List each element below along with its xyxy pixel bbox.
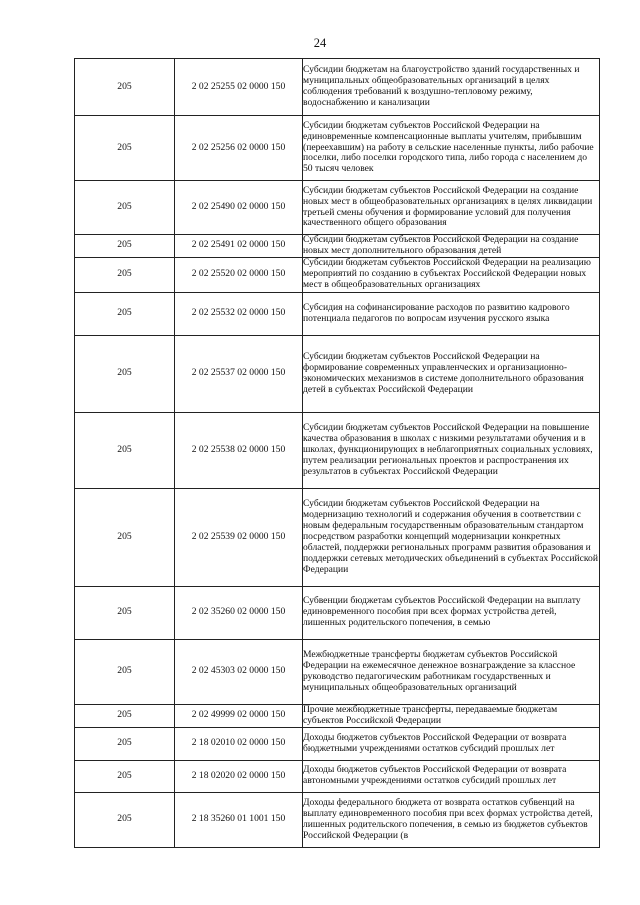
revenue-code-cell: 2 02 25532 02 0000 150	[175, 292, 303, 335]
table-row	[75, 235, 600, 258]
admin-code-cell: 205	[75, 335, 175, 412]
revenue-name-cell	[303, 292, 600, 335]
table-row	[75, 488, 600, 586]
revenue-name-text: Доходы бюджетов субъектов Российской Федерации от возврата автономными учреждениями остатков субсидий прошлых лет	[303, 764, 567, 787]
revenue-name-cell	[303, 335, 600, 412]
revenue-name-cell	[303, 727, 600, 760]
revenue-code-cell: 2 02 25256 02 0000 150	[175, 116, 303, 181]
revenue-name-cell	[303, 586, 600, 639]
revenue-code-cell: 2 18 02020 02 0000 150	[175, 760, 303, 792]
revenue-name-text: Доходы бюджетов субъектов Российской Федерации от возврата бюджетными учреждениями остатков субсидий прошлых лет	[303, 731, 567, 754]
table-body	[75, 59, 600, 848]
revenue-name-cell	[303, 488, 600, 586]
revenue-code-cell: 2 02 35260 02 0000 150	[175, 586, 303, 639]
admin-code-cell: 205	[75, 704, 175, 727]
revenue-name-text: Прочие межбюджетные трансферты, передаваемые бюджетам субъектов Российской Федерации	[303, 703, 558, 726]
revenue-name-text: Субсидии бюджетам субъектов Российской Федерации на реализацию мероприятий по созданию в субъектах Российской Федерации новых мест в общеобразовательных организациях	[303, 257, 591, 291]
admin-code-cell: 205	[75, 292, 175, 335]
table-row	[75, 116, 600, 181]
revenue-name-text: Доходы федерального бюджета от возврата остатков субвенций на выплату единовременного пособия при всех формах устройства детей, лишенных родительского попечения, в семью из бюджетов субъектов Российской Федерации (в	[303, 796, 593, 841]
table-row	[75, 292, 600, 335]
table-row	[75, 59, 600, 116]
revenue-name-cell	[303, 704, 600, 727]
revenue-name-text: Субсидии бюджетам субъектов Российской Федерации на единовременные компенсационные выплаты учителям, прибывшим (переехавшим) на работу в сельские населенные пункты, либо рабочие поселки, либо поселки городского типа, либо города с населением до 50 тысяч человек	[303, 119, 594, 175]
revenue-code-cell: 2 02 25491 02 0000 150	[175, 235, 303, 258]
revenue-code-cell: 2 02 25490 02 0000 150	[175, 181, 303, 235]
admin-code-cell: 205	[75, 586, 175, 639]
admin-code-cell: 205	[75, 116, 175, 181]
admin-code-cell: 205	[75, 760, 175, 792]
revenue-code-cell: 2 02 25538 02 0000 150	[175, 412, 303, 488]
revenue-name-cell	[303, 792, 600, 847]
revenue-name-text: Субсидия на софинансирование расходов по развитию кадрового потенциала педагогов по вопросам изучения русского языка	[303, 301, 570, 324]
table-row	[75, 335, 600, 412]
revenue-code-cell: 2 18 35260 01 1001 150	[175, 792, 303, 847]
table-row	[75, 586, 600, 639]
revenue-name-cell	[303, 760, 600, 792]
revenue-name-text: Субсидии бюджетам субъектов Российской Федерации на создание новых мест в общеобразовательных организациях в целях ликвидации третьей смены обучения и формирование условий для получения качественного общего образования	[303, 184, 593, 229]
revenue-name-text: Субсидии бюджетам субъектов Российской Федерации на формирование современных управленческих и организационно-экономических механизмов в системе дополнительного образования детей в субъектах Российской Федерации	[303, 351, 584, 395]
revenue-name-cell	[303, 181, 600, 235]
admin-code-cell: 205	[75, 488, 175, 586]
revenue-name-cell	[303, 639, 600, 704]
admin-code-cell: 205	[75, 727, 175, 760]
revenue-codes-table	[74, 58, 600, 848]
revenue-code-cell: 2 02 25537 02 0000 150	[175, 335, 303, 412]
table-row	[75, 412, 600, 488]
admin-code-cell: 205	[75, 235, 175, 258]
revenue-name-text: Субсидии бюджетам субъектов Российской Федерации на повышение качества образования в школах с низкими результатами обучения и в школах, функционирующих в неблагоприятных социальных условиях, путем реализации региональных проектов и распространения их результатов в субъектах Российской Федерации	[303, 422, 593, 477]
revenue-code-cell: 2 02 25255 02 0000 150	[175, 59, 303, 116]
admin-code-cell: 205	[75, 639, 175, 704]
table-row	[75, 704, 600, 727]
table-row	[75, 792, 600, 847]
table-row	[75, 181, 600, 235]
revenue-code-cell: 2 02 25520 02 0000 150	[175, 257, 303, 292]
table-row	[75, 639, 600, 704]
table-row	[75, 727, 600, 760]
revenue-code-cell: 2 02 45303 02 0000 150	[175, 639, 303, 704]
revenue-name-cell	[303, 116, 600, 181]
revenue-name-cell	[303, 257, 600, 292]
revenue-code-cell: 2 18 02010 02 0000 150	[175, 727, 303, 760]
revenue-name-cell	[303, 59, 600, 116]
admin-code-cell: 205	[75, 792, 175, 847]
admin-code-cell: 205	[75, 257, 175, 292]
revenue-name-text: Субсидии бюджетам на благоустройство зданий государственных и муниципальных общеобразовательных организаций в целях соблюдения требований к воздушно-тепловому режиму, водоснабжению и канализации	[303, 64, 580, 108]
revenue-name-text: Субсидии бюджетам субъектов Российской Федерации на создание новых мест дополнительного образования детей	[303, 234, 579, 256]
table-row	[75, 257, 600, 292]
revenue-code-cell: 2 02 25539 02 0000 150	[175, 488, 303, 586]
revenue-name-text: Субсидии бюджетам субъектов Российской Федерации на модернизацию технологий и содержания обучения в соответствии с новым федеральным государственным образовательным стандартом посредством разработки концепций модернизации конкретных областей, поддержки региональных программ развития образования и поддержки сетевых методических объединений в субъектах Российской Федерации	[303, 498, 598, 575]
revenue-name-text: Субвенции бюджетам субъектов Российской Федерации на выплату единовременного пособия при всех формах устройства детей, лишенных родительского попечения, в семью	[303, 595, 581, 629]
page-number: 24	[313, 36, 327, 50]
admin-code-cell: 205	[75, 181, 175, 235]
revenue-name-text: Межбюджетные трансферты бюджетам субъектов Российской Федерации на ежемесячное денежное вознаграждение за классное руководство педагогическим работникам государственных и муниципальных общеобразовательных организаций	[303, 649, 576, 693]
admin-code-cell: 205	[75, 59, 175, 116]
revenue-name-cell	[303, 235, 600, 258]
admin-code-cell: 205	[75, 412, 175, 488]
table-row	[75, 760, 600, 792]
revenue-code-cell: 2 02 49999 02 0000 150	[175, 704, 303, 727]
revenue-name-cell	[303, 412, 600, 488]
